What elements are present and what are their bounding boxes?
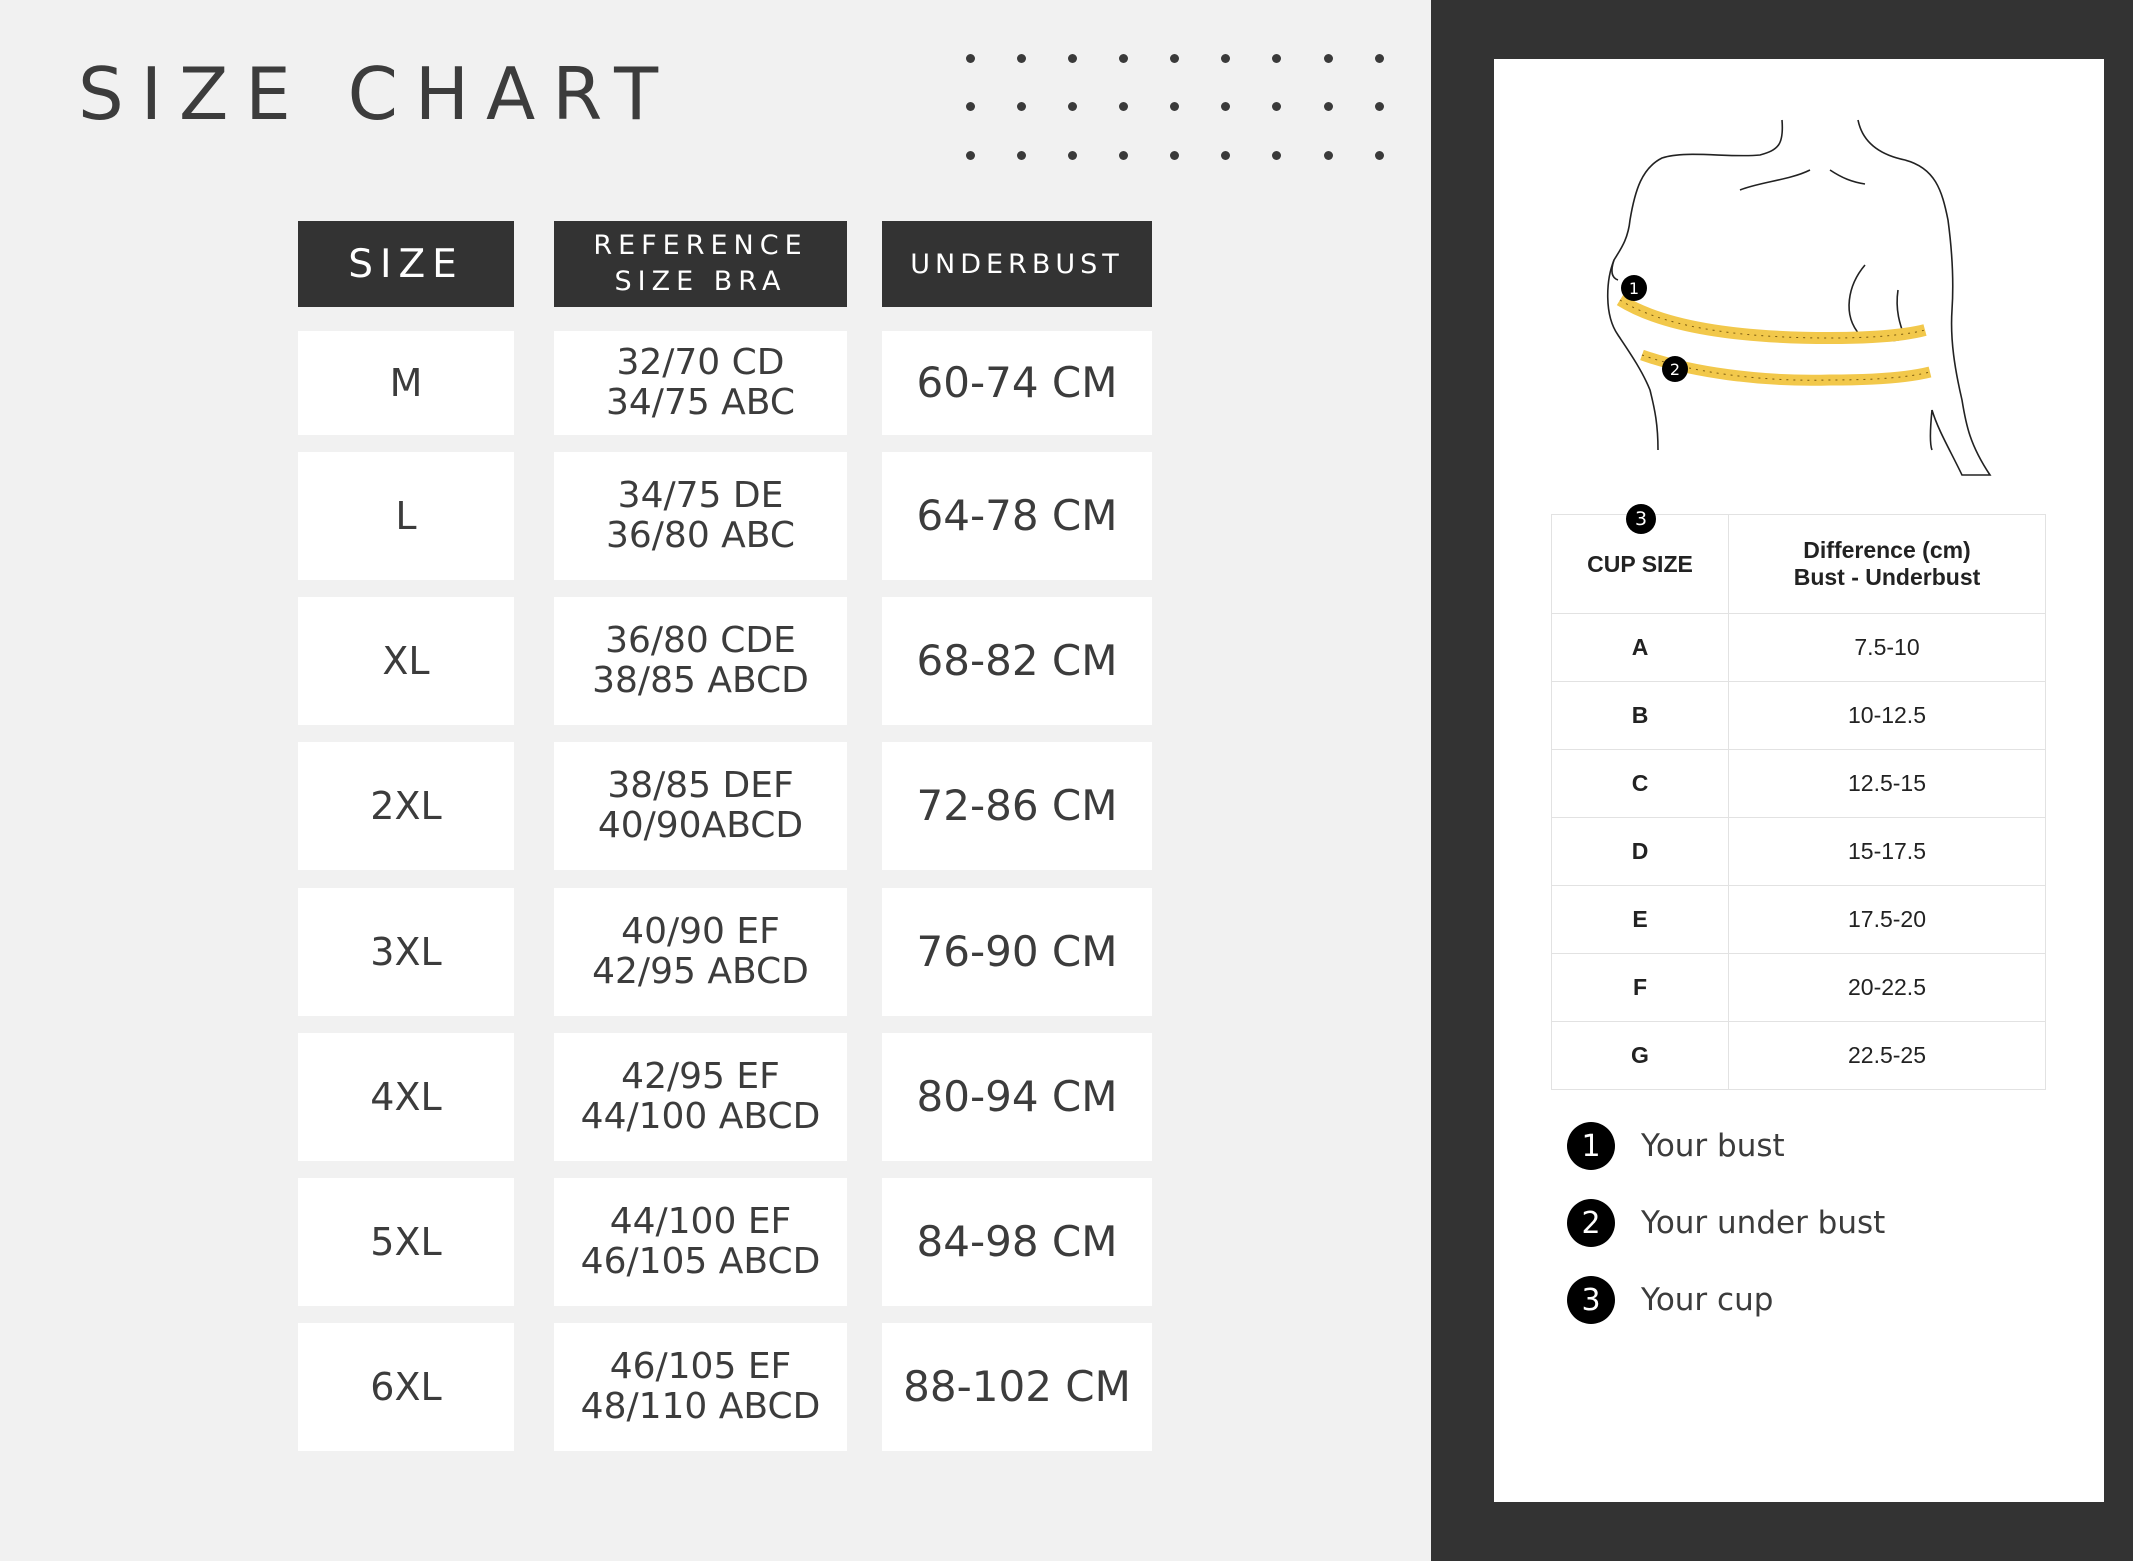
decorative-dot (1017, 102, 1026, 111)
legend-item (1567, 1276, 1773, 1324)
size-cell (298, 742, 514, 870)
underbust-value: 88-102 CM (903, 1362, 1131, 1412)
size-cell (298, 597, 514, 725)
cup-difference: 22.5-25 (1729, 1022, 2046, 1090)
decorative-dot (966, 102, 975, 111)
underbust-cell (882, 452, 1152, 580)
cup-letter: D (1552, 818, 1729, 886)
reference-size-ref1: 40/90 EF (621, 910, 780, 952)
reference-size-ref1: 38/85 DEF (607, 764, 794, 806)
reference-size-ref1: 44/100 EF (609, 1200, 792, 1242)
size-value: 5XL (370, 1219, 442, 1264)
size-cell (298, 888, 514, 1016)
page-title: SIZE CHART (78, 52, 676, 136)
cup-size-table (1551, 514, 2046, 1090)
decorative-dot (1324, 54, 1333, 63)
reference-size-cell (554, 1033, 847, 1161)
legend-label: Your bust (1641, 1128, 1785, 1164)
legend-number-badge: 2 (1567, 1199, 1615, 1247)
header-reference-size-bra (554, 221, 847, 307)
diagram-marker-2: 2 (1662, 356, 1688, 382)
header-reference-line1: REFERENCE (593, 229, 808, 261)
reference-size-ref2: 36/80 ABC (605, 515, 796, 556)
size-cell (298, 1033, 514, 1161)
header-size-label: SIZE (348, 241, 464, 287)
legend-label: Your cup (1641, 1282, 1774, 1318)
decorative-dot (1119, 151, 1128, 160)
cup-table-row (1552, 886, 2046, 954)
difference-header-line1: Difference (cm) (1803, 537, 1971, 563)
underbust-cell (882, 1178, 1152, 1306)
reference-size-ref1: 36/80 CDE (605, 619, 796, 661)
reference-size-ref2: 46/105 ABCD (580, 1241, 821, 1282)
cup-table-row (1552, 954, 2046, 1022)
size-value: M (389, 360, 423, 405)
decorative-dot (1375, 151, 1384, 160)
underbust-value: 84-98 CM (916, 1217, 1118, 1267)
cup-table-row (1552, 818, 2046, 886)
reference-size-cell (554, 452, 847, 580)
size-value: 2XL (370, 783, 442, 828)
reference-size-ref2: 40/90ABCD (597, 805, 804, 846)
header-underbust-label: UNDERBUST (910, 248, 1124, 280)
reference-size-cell (554, 331, 847, 435)
reference-size-ref1: 42/95 EF (621, 1055, 780, 1097)
legend-number-badge: 1 (1567, 1122, 1615, 1170)
decorative-dot (1017, 151, 1026, 160)
size-cell (298, 1178, 514, 1306)
decorative-dot (1170, 54, 1179, 63)
underbust-value: 68-82 CM (916, 636, 1118, 686)
header-reference-line2: SIZE BRA (614, 266, 787, 297)
decorative-dot (1017, 54, 1026, 63)
size-cell (298, 1323, 514, 1451)
size-value: L (395, 493, 417, 538)
underbust-value: 60-74 CM (916, 358, 1118, 408)
header-size (298, 221, 514, 307)
decorative-dot (1272, 102, 1281, 111)
size-value: 3XL (370, 929, 442, 974)
size-value: 4XL (370, 1074, 442, 1119)
diagram-marker-1: 1 (1621, 275, 1647, 301)
underbust-cell (882, 888, 1152, 1016)
size-value: XL (382, 638, 430, 683)
cup-table-row (1552, 1022, 2046, 1090)
difference-header (1729, 515, 2046, 614)
decorative-dot (1272, 54, 1281, 63)
cup-table-row (1552, 750, 2046, 818)
cup-table-header-row (1552, 515, 2046, 614)
underbust-cell (882, 742, 1152, 870)
underbust-cell (882, 1323, 1152, 1451)
cup-table-marker-3: 3 (1626, 504, 1656, 534)
bust-measurement-diagram (1580, 110, 2020, 490)
decorative-dot (1221, 102, 1230, 111)
reference-size-ref2: 34/75 ABC (605, 382, 796, 423)
underbust-value: 80-94 CM (916, 1072, 1118, 1122)
cup-size-header: CUP SIZE (1552, 515, 1729, 614)
cup-difference: 20-22.5 (1729, 954, 2046, 1022)
underbust-cell (882, 331, 1152, 435)
decorative-dot (1119, 102, 1128, 111)
header-underbust (882, 221, 1152, 307)
cup-letter: B (1552, 682, 1729, 750)
reference-size-cell (554, 597, 847, 725)
cup-difference: 10-12.5 (1729, 682, 2046, 750)
reference-size-ref2: 42/95 ABCD (592, 951, 809, 992)
legend-label: Your under bust (1641, 1205, 1886, 1241)
reference-size-cell (554, 1178, 847, 1306)
reference-size-ref2: 44/100 ABCD (580, 1096, 821, 1137)
decorative-dot (1221, 54, 1230, 63)
difference-header-line2: Bust - Underbust (1793, 564, 1981, 590)
cup-difference: 17.5-20 (1729, 886, 2046, 954)
underbust-value: 72-86 CM (916, 781, 1118, 831)
legend-number-badge: 3 (1567, 1276, 1615, 1324)
underbust-cell (882, 597, 1152, 725)
reference-size-cell (554, 742, 847, 870)
reference-size-ref1: 46/105 EF (609, 1345, 792, 1387)
decorative-dot (1221, 151, 1230, 160)
reference-size-ref2: 48/110 ABCD (580, 1386, 821, 1427)
reference-size-ref1: 34/75 DE (617, 474, 784, 516)
reference-size-cell (554, 888, 847, 1016)
decorative-dot (1119, 54, 1128, 63)
decorative-dot (1170, 151, 1179, 160)
decorative-dot (1068, 102, 1077, 111)
legend-item (1567, 1122, 1785, 1170)
decorative-dot (1170, 102, 1179, 111)
decorative-dot (1324, 151, 1333, 160)
legend-item (1567, 1199, 1885, 1247)
cup-letter: A (1552, 614, 1729, 682)
decorative-dot (1375, 54, 1384, 63)
torso-outline (1608, 120, 1990, 475)
cup-letter: E (1552, 886, 1729, 954)
cup-table-body (1552, 614, 2046, 1090)
size-cell (298, 452, 514, 580)
decorative-dot (1272, 151, 1281, 160)
cup-letter: F (1552, 954, 1729, 1022)
reference-size-ref2: 38/85 ABCD (592, 660, 809, 701)
decorative-dot (1068, 54, 1077, 63)
underbust-cell (882, 1033, 1152, 1161)
decorative-dot (1068, 151, 1077, 160)
decorative-dot (966, 151, 975, 160)
reference-size-cell (554, 1323, 847, 1451)
reference-size-ref1: 32/70 CD (616, 341, 785, 383)
size-cell (298, 331, 514, 435)
decorative-dot (1324, 102, 1333, 111)
cup-table-row (1552, 614, 2046, 682)
measuring-tape-bust (1620, 300, 1925, 338)
underbust-value: 64-78 CM (916, 491, 1118, 541)
cup-table-row (1552, 682, 2046, 750)
cup-difference: 12.5-15 (1729, 750, 2046, 818)
decorative-dot (966, 54, 975, 63)
decorative-dot (1375, 102, 1384, 111)
cup-letter: G (1552, 1022, 1729, 1090)
cup-difference: 7.5-10 (1729, 614, 2046, 682)
cup-letter: C (1552, 750, 1729, 818)
underbust-value: 76-90 CM (916, 927, 1118, 977)
cup-difference: 15-17.5 (1729, 818, 2046, 886)
size-value: 6XL (370, 1364, 442, 1409)
